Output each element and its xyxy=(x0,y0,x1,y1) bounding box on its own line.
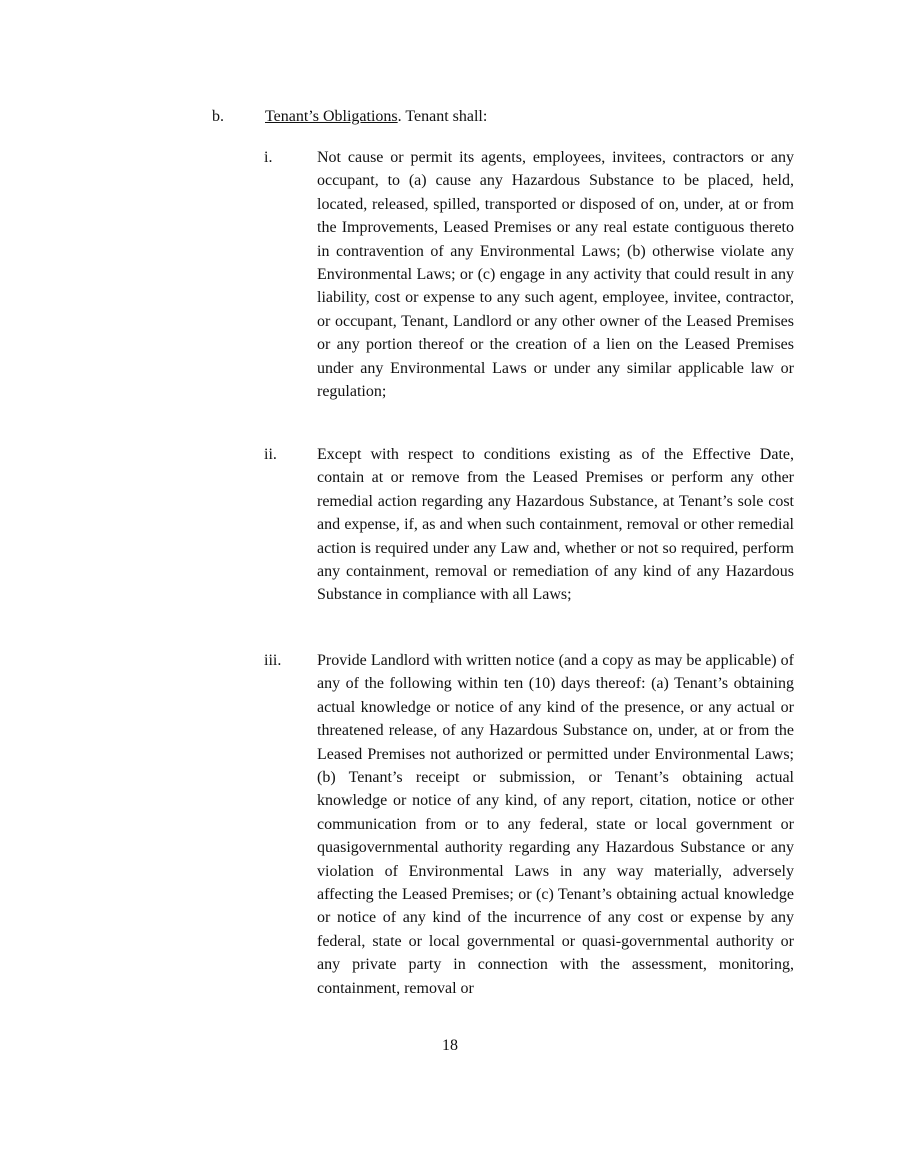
section-marker: b. xyxy=(212,108,224,125)
page-number: 18 xyxy=(442,1037,458,1054)
section-title: Tenant’s Obligations xyxy=(265,108,398,125)
list-item-marker: i. xyxy=(264,149,273,166)
list-item-text: Not cause or permit its agents, employees, invitees, contractors or any occupant, to (a) cause any Hazardous Substance to be placed, held, located, released, spilled, transported or disposed of on, under, at or from the Improvements, Leased Premises or any real estate contiguous thereto in contravention of any Environmental Laws; (b) otherwise violate any Environmental Laws; or (c) engage in any activity that could result in any liability, cost or expense to any such agent, employee, invitee, contractor, or occupant, Tenant, Landlord or any other owner of the Leased Premises or any portion thereof or the creation of a lien on the Leased Premises under any Environmental Laws or under any similar applicable law or regulation; xyxy=(317,149,794,401)
list-item-marker: iii. xyxy=(264,652,282,669)
list-item-marker: ii. xyxy=(264,446,277,463)
section-lead: . Tenant shall: xyxy=(397,108,488,125)
list-item-text: Provide Landlord with written notice (and a copy as may be applicable) of any of the following within ten (10) days thereof: (a) Tenant’s obtaining actual knowledge or notice of any kind of the presence, or any actual or threatened release, of any Hazardous Substance on, under, at or from the Leased Premises not authorized or permitted under Environmental Laws; (b) Tenant’s receipt or submission, or Tenant’s obtaining actual knowledge or notice of any kind, of any report, citation, notice or other communication from or to any federal, state or local government or quasigovernmental authority regarding any Hazardous Substance or any violation of Environmental Laws in any way materially, adversely affecting the Leased Premises; or (c) Tenant’s obtaining actual knowledge or notice of any kind of the incurrence of any cost or expense by any federal, state or local governmental or quasi-governmental authority or any private party in connection with the assessment, monitoring, containment, removal or xyxy=(317,652,794,997)
section-heading xyxy=(212,106,812,128)
list-item-text: Except with respect to conditions existing as of the Effective Date, contain at or remove from the Leased Premises or perform any other remedial action regarding any Hazardous Substance, at Tenant’s sole cost and expense, if, as and when such containment, removal or other remedial action is required under any Law and, whether or not so required, perform any containment, removal or remediation of any kind of any Hazardous Substance in compliance with all Laws; xyxy=(317,446,794,604)
